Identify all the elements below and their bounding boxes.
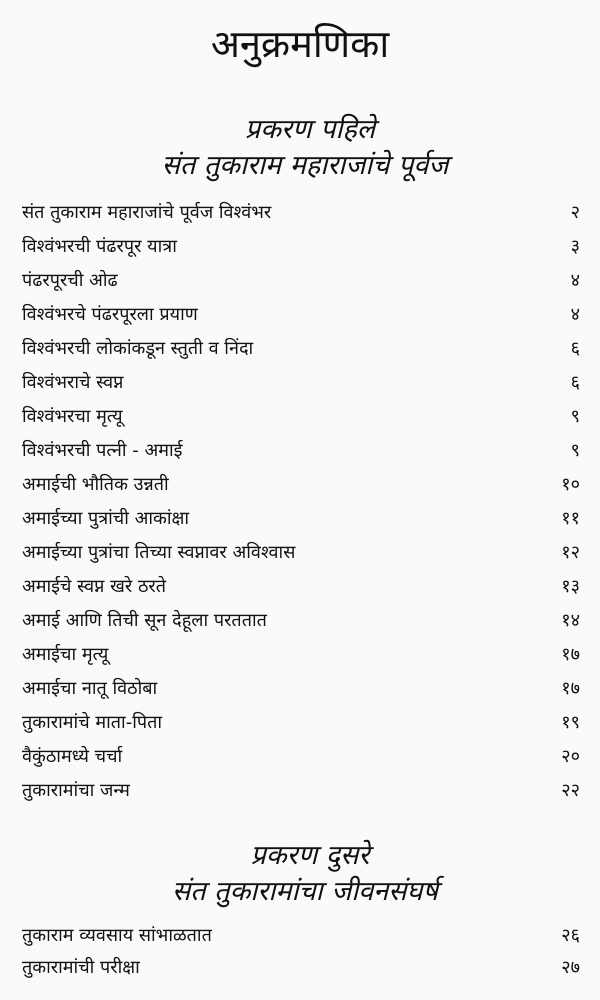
- toc-entry[interactable]: [20, 468, 580, 502]
- entry-title: अमाईचा मृत्यू: [22, 644, 109, 665]
- entry-page-number: ११: [561, 508, 580, 529]
- entry-page-number: ३: [570, 236, 580, 257]
- entry-title: तुकारामांचा जन्म: [22, 780, 130, 801]
- toc-entry[interactable]: [20, 434, 580, 468]
- entry-title: अमाईची भौतिक उन्नती: [22, 474, 169, 495]
- entry-page-number: ६: [570, 372, 580, 393]
- entry-title: तुकारामांचे माता-पिता: [22, 712, 162, 733]
- entry-title: अमाईच्या पुत्रांची आकांक्षा: [22, 508, 190, 529]
- entry-page-number: २०: [561, 746, 580, 767]
- toc-entry[interactable]: [20, 230, 580, 264]
- entry-page-number: ४: [570, 304, 580, 325]
- toc-entry[interactable]: [20, 952, 580, 984]
- toc-entry[interactable]: [20, 774, 580, 808]
- toc-entry[interactable]: [20, 920, 580, 952]
- entry-title: वैकुंठामध्ये चर्चा: [22, 746, 123, 767]
- toc-entry[interactable]: [20, 570, 580, 604]
- toc-entry[interactable]: [20, 502, 580, 536]
- entry-page-number: २: [570, 202, 580, 223]
- toc-entry[interactable]: [20, 604, 580, 638]
- toc-entry[interactable]: [20, 536, 580, 570]
- toc-entry[interactable]: [20, 672, 580, 706]
- toc-entry[interactable]: [20, 264, 580, 298]
- chapter-label: प्रकरण पहिले: [244, 114, 376, 145]
- chapter-2-entry-list: [20, 920, 580, 984]
- entry-title: संत तुकाराम महाराजांचे पूर्वज विश्वंभर: [22, 202, 272, 223]
- entry-title: विश्वंभरची पत्नी - अमाई: [22, 440, 183, 461]
- entry-page-number: १७: [561, 644, 580, 665]
- entry-page-number: १७: [561, 678, 580, 699]
- entry-title: अमाईचे स्वप्न खरे ठरते: [22, 576, 167, 597]
- chapter-label: प्रकरण दुसरे: [250, 840, 370, 871]
- entry-page-number: १४: [561, 610, 580, 631]
- entry-page-number: ६: [570, 338, 580, 359]
- entry-page-number: २७: [561, 957, 580, 978]
- chapter-heading-2: [0, 838, 600, 910]
- entry-title: विश्वंभराचे स्वप्न: [22, 372, 124, 393]
- chapter-title: संत तुकाराम महाराजांचे पूर्वज: [161, 150, 449, 181]
- toc-entry[interactable]: [20, 298, 580, 332]
- toc-entry[interactable]: [20, 400, 580, 434]
- entry-title: विश्वंभरचे पंढरपूरला प्रयाण: [22, 304, 198, 325]
- chapter-title: संत तुकारामांचा जीवनसंघर्ष: [171, 876, 439, 907]
- entry-title: अमाईच्या पुत्रांचा तिच्या स्वप्नावर अविश्वास: [22, 542, 296, 563]
- entry-title: अमाईचा नातू विठोबा: [22, 678, 158, 699]
- toc-entry[interactable]: [20, 366, 580, 400]
- entry-page-number: ४: [570, 270, 580, 291]
- entry-title: विश्वंभरची पंढरपूर यात्रा: [22, 236, 177, 257]
- entry-page-number: १०: [561, 474, 580, 495]
- chapter-heading-1: [0, 112, 600, 184]
- chapter-1-entry-list: [20, 196, 580, 808]
- entry-page-number: ९: [570, 440, 580, 461]
- toc-entry[interactable]: [20, 740, 580, 774]
- entry-title: विश्वंभरचा मृत्यू: [22, 406, 123, 427]
- entry-title: पंढरपूरची ओढ: [22, 270, 118, 291]
- entry-page-number: १३: [561, 576, 580, 597]
- entry-page-number: २२: [561, 780, 580, 801]
- entry-title: तुकाराम व्यवसाय सांभाळतात: [22, 925, 212, 946]
- entry-page-number: १९: [561, 712, 580, 733]
- toc-entry[interactable]: [20, 332, 580, 366]
- page-title: अनुक्रमणिका: [210, 22, 390, 66]
- toc-entry[interactable]: [20, 196, 580, 230]
- entry-page-number: २६: [561, 925, 580, 946]
- entry-title: तुकारामांची परीक्षा: [22, 957, 140, 978]
- entry-page-number: ९: [570, 406, 580, 427]
- toc-entry[interactable]: [20, 638, 580, 672]
- entry-title: विश्वंभरची लोकांकडून स्तुती व निंदा: [22, 338, 254, 359]
- entry-title: अमाई आणि तिची सून देहूला परततात: [22, 610, 267, 631]
- toc-entry[interactable]: [20, 706, 580, 740]
- entry-page-number: १२: [561, 542, 580, 563]
